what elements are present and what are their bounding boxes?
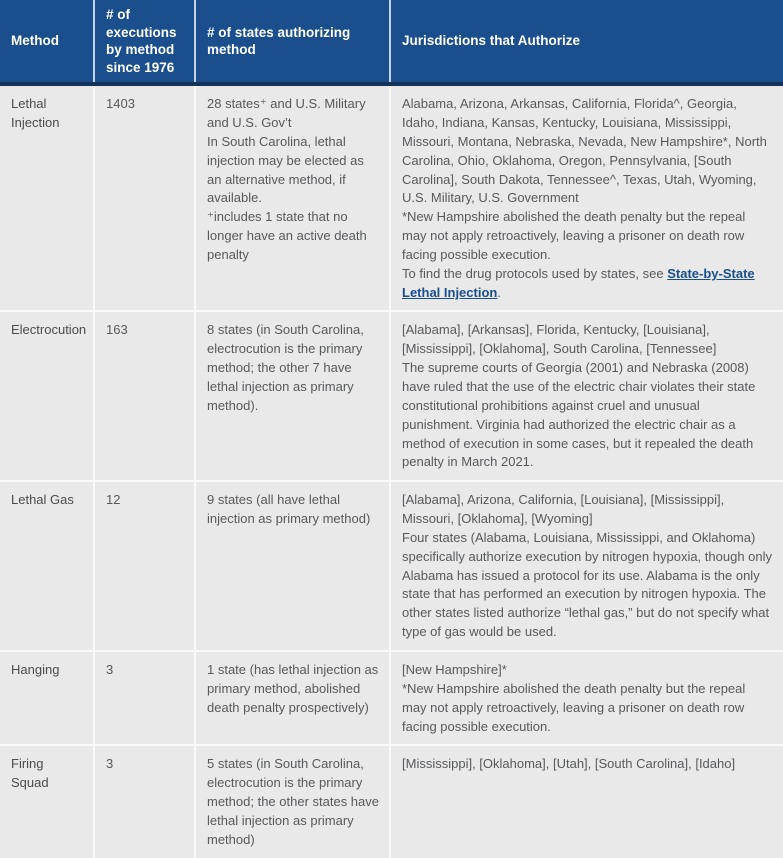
- cell-executions: 12: [94, 481, 195, 651]
- cell-executions: 3: [94, 651, 195, 745]
- cell-states: [195, 651, 390, 745]
- cell-states: [195, 84, 390, 311]
- table-row-firing-squad: [0, 745, 783, 857]
- cell-method: Firing Squad: [0, 745, 94, 857]
- cell-jurisdictions: [390, 311, 783, 481]
- cell-executions: 1403: [94, 84, 195, 311]
- table-header-row: [0, 0, 783, 84]
- jurisdictions-link-line: [402, 265, 773, 303]
- jurisdictions-list: [New Hampshire]*: [402, 661, 507, 677]
- jurisdictions-list: [Alabama], [Arkansas], Florida, Kentucky, [Louisiana], [Mississippi], [Oklahoma], South Carolina, [Tennessee]: [402, 322, 717, 357]
- states-line: 9 states (all have lethal injection as primary method): [207, 492, 371, 527]
- cell-jurisdictions: [390, 651, 783, 745]
- cell-jurisdictions: [390, 84, 783, 311]
- states-line: 5 states (in South Carolina, electrocution is the primary method; the other states have lethal injection as primary method): [207, 756, 379, 847]
- jurisdictions-note: *New Hampshire abolished the death penalty but the repeal may not apply retroactively, leaving a prisoner on death row facing possible execution.: [402, 680, 746, 734]
- state-by-state-lethal-injection-link[interactable]: State-by-State Lethal Injection: [402, 265, 755, 300]
- cell-states: [195, 481, 390, 651]
- cell-jurisdictions: [390, 481, 783, 651]
- cell-method: Electrocution: [0, 311, 94, 481]
- table-row-hanging: [0, 651, 783, 745]
- jurisdictions-list: Alabama, Arizona, Arkansas, California, Florida^, Georgia, Idaho, Indiana, Kansas, Kentucky, Louisiana, Mississippi, Missouri, Montana, Nebraska, Nevada, New Hampshire*, North Carolina, Ohio, Oklahoma, Oregon, Pennsylvania, [South Carolina], South Dakota, Tennessee^, Texas, Utah, Wyoming, U.S. Military, U.S. Government: [402, 96, 767, 206]
- states-line: ⁺includes 1 state that no longer have an active death penalty: [207, 209, 367, 262]
- jurisdictions-list: [Mississippi], [Oklahoma], [Utah], [South Carolina], [Idaho]: [402, 756, 736, 772]
- column-header-states-authorizing: # of states authorizing method: [195, 0, 390, 84]
- link-line-suffix: .: [497, 284, 501, 300]
- jurisdictions-list: [Alabama], Arizona, California, [Louisiana], [Mississippi], Missouri, [Oklahoma], [Wyoming]: [402, 492, 725, 527]
- states-line: 8 states (in South Carolina, electrocution is the primary method; the other 7 have lethal injection as primary method).: [207, 322, 364, 413]
- jurisdictions-note: The supreme courts of Georgia (2001) and Nebraska (2008) have ruled that the use of the electric chair violates their state constitutional prohibitions against cruel and unusual punishment. Virginia had authorized the electric chair as a method of execution in some cases, but it repealed the death penalty in March 2021.: [402, 360, 756, 470]
- cell-states: [195, 311, 390, 481]
- column-header-jurisdictions: Jurisdictions that Authorize: [390, 0, 783, 84]
- column-header-method: Method: [0, 0, 94, 84]
- states-line: 28 states⁺ and U.S. Military and U.S. Gov’t: [207, 96, 366, 131]
- cell-method: Lethal Injection: [0, 84, 94, 311]
- states-line: 1 state (has lethal injection as primary method, abolished death penalty prospectively): [207, 661, 379, 715]
- link-line-prefix: To find the drug protocols used by states, see: [402, 265, 668, 281]
- table-row-lethal-gas: [0, 481, 783, 651]
- cell-method: Lethal Gas: [0, 481, 94, 651]
- jurisdictions-note: Four states (Alabama, Louisiana, Mississippi, and Oklahoma) specifically authorize execution by nitrogen hypoxia, though only Alabama has issued a protocol for its use. Alabama is the only state that has performed an execution by nitrogen hypoxia. The other states listed authorize “lethal gas,” but do not specify what type of gas would be used.: [402, 529, 773, 640]
- table-row-electrocution: [0, 311, 783, 481]
- states-line: In South Carolina, lethal injection may be elected as an alternative method, if available.: [207, 133, 364, 206]
- cell-executions: 163: [94, 311, 195, 481]
- cell-executions: 3: [94, 745, 195, 857]
- column-header-executions: # of executions by method since 1976: [94, 0, 195, 84]
- cell-jurisdictions: [390, 745, 783, 857]
- table-row-lethal-injection: [0, 84, 783, 311]
- jurisdictions-note: *New Hampshire abolished the death penalty but the repeal may not apply retroactively, leaving a prisoner on death row facing possible execution.: [402, 209, 746, 262]
- cell-states: [195, 745, 390, 857]
- cell-method: Hanging: [0, 651, 94, 745]
